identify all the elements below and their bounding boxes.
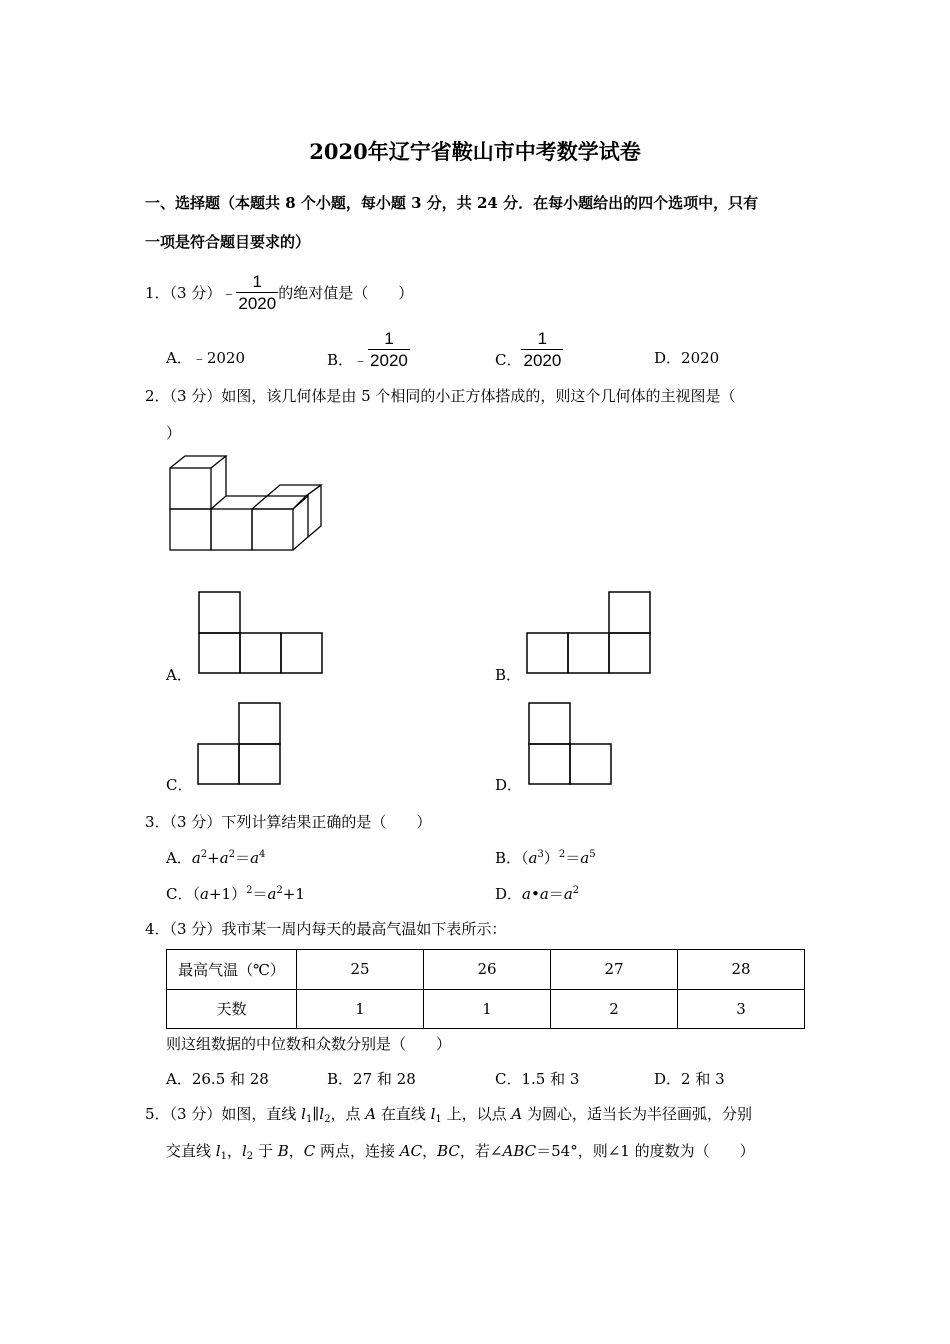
- square: [198, 744, 239, 784]
- q2-option-b-figure: [526, 591, 652, 675]
- q3-option-c-label: C．: [166, 885, 193, 903]
- q5-text: ，若∠: [459, 1142, 503, 1160]
- section-heading-line2: 一项是符合题目要求的）: [145, 233, 311, 251]
- table-cell: 28: [678, 950, 805, 990]
- table-cell: 26: [424, 950, 551, 990]
- q2-solid-figure: [165, 452, 325, 556]
- q5-text: 上，以点: [441, 1105, 512, 1123]
- q4-question: 则这组数据的中位数和众数分别是（ ）: [166, 1035, 452, 1053]
- q1-option-b-label: B．: [327, 350, 354, 369]
- cube-front-bottom-left: [170, 509, 211, 550]
- q3-option-d: D．$a•a=a^2$: [495, 885, 580, 903]
- table-cell: 25: [297, 950, 424, 990]
- question-4: 4．（3 分）我市某一周内每天的最高气温如下表所示：: [145, 920, 507, 938]
- q5-text: ＝54°，则∠1 的度数为（ ）: [536, 1142, 755, 1160]
- square: [527, 633, 568, 673]
- table-cell: 1: [424, 989, 551, 1029]
- q1-option-b: [327, 320, 410, 378]
- cube-front-top-left: [170, 468, 211, 509]
- section-heading-line1: 一、选择题（本题共 8 个小题，每小题 3 分，共 24 分．在每小题给出的四个选项中，只有: [145, 194, 759, 212]
- q5-text: 两点，连接: [315, 1142, 400, 1160]
- q1-option-b-sign: ﹣: [353, 350, 369, 369]
- cube-top-edge-link: [252, 496, 267, 509]
- square: [609, 592, 650, 633]
- square: [239, 744, 280, 784]
- q5-text: 于: [253, 1142, 278, 1160]
- cube-diag-edge: [306, 485, 321, 496]
- q4-option-c: C．1.5 和 3: [495, 1070, 580, 1088]
- q5-text: ，: [422, 1142, 438, 1160]
- q5-text: ，: [226, 1142, 242, 1160]
- question-1: [145, 262, 413, 322]
- q5-text: 5．（3 分）如图，直线: [145, 1105, 302, 1123]
- q1-option-b-den: 2020: [370, 350, 408, 370]
- table-row-label: 最高气温（℃）: [167, 950, 297, 990]
- square: [199, 592, 240, 633]
- q1-option-c-num: 1: [537, 328, 548, 348]
- q5-text: ，点: [330, 1105, 366, 1123]
- square: [570, 744, 611, 784]
- question-2-line2: ）: [166, 424, 182, 442]
- square: [529, 703, 570, 744]
- q1-fraction: [236, 273, 278, 312]
- square: [281, 633, 322, 673]
- cube-front-bottom-middle: [211, 509, 252, 550]
- square: [239, 703, 280, 744]
- question-5-line1: 5．（3 分）如图，直线 $l_1\parallel l_2$，点 A 在直线 $l_1$ 上，以点 A 为圆心，适当长为半径画弧，分别: [145, 1105, 752, 1125]
- q3-option-d-label: D．: [495, 885, 523, 903]
- question-3: 3．（3 分）下列计算结果正确的是（ ）: [145, 813, 432, 831]
- q1-option-c: [495, 320, 563, 378]
- table-cell: 27: [551, 950, 678, 990]
- table-row: [167, 989, 805, 1029]
- q2-option-d-label: D．: [495, 776, 523, 794]
- cube-side-front-right: [293, 496, 308, 550]
- square: [529, 744, 570, 784]
- q3-option-a-label: A．: [166, 849, 192, 867]
- q1-option-c-fraction: [521, 330, 563, 369]
- q3-option-b-label: B．: [495, 849, 522, 867]
- question-5-line2: 交直线 $l_1$，$l_2$ 于 B，C 两点，连接 AC，BC，若∠ABC＝54°，则∠1 的度数为（ ）: [166, 1142, 755, 1162]
- q2-option-d-figure: [528, 702, 613, 786]
- q1-frac-den: 2020: [238, 293, 277, 313]
- square: [568, 633, 609, 673]
- q1-option-b-fraction: [368, 330, 410, 369]
- q3-option-c: C．$(a+1)^2=a^2+1$: [166, 885, 305, 903]
- q1-suffix: 的绝对值是（ ）: [278, 283, 414, 302]
- q1-option-d: D．2020: [654, 349, 720, 367]
- cube-front-bottom-right: [252, 509, 293, 550]
- cube-top-tall-column: [170, 456, 226, 468]
- q2-option-a-label: A．: [166, 666, 192, 684]
- q1-option-a: A．﹣2020: [166, 349, 246, 367]
- q1-option-c-label: C．: [495, 350, 522, 369]
- q5-text: 为圆心，适当长为半径画弧，分别: [522, 1105, 752, 1123]
- page-title: 2020年辽宁省鞍山市中考数学试卷: [309, 139, 641, 164]
- q2-option-c-label: C．: [166, 776, 193, 794]
- q2-option-a-figure: [198, 591, 324, 675]
- cube-side-tall-column: [211, 456, 226, 509]
- table-cell: 1: [297, 989, 424, 1029]
- q1-prefix: 1．（3 分）﹣: [145, 283, 237, 302]
- q1-option-b-num: 1: [384, 328, 394, 348]
- q1-frac-num: 1: [252, 271, 262, 291]
- temperature-table: [166, 949, 805, 1029]
- q2-option-c-figure: [197, 702, 282, 786]
- q3-option-a: A．$a^2+a^2=a^4$: [166, 849, 266, 867]
- table-cell: 2: [551, 989, 678, 1029]
- square: [609, 633, 650, 673]
- table-row-label: 天数: [167, 989, 297, 1029]
- q5-text: 交直线: [166, 1142, 216, 1160]
- q3-option-b: B．$(a^3)^2=a^5$: [495, 849, 596, 867]
- q5-text: ，: [288, 1142, 304, 1160]
- table-row: [167, 950, 805, 990]
- q4-option-a: A．26.5 和 28: [166, 1070, 269, 1088]
- square: [199, 633, 240, 673]
- square: [240, 633, 281, 673]
- q4-option-d: D．2 和 3: [654, 1070, 725, 1088]
- q4-option-b: B．27 和 28: [327, 1070, 416, 1088]
- question-2-line1: 2．（3 分）如图，该几何体是由 5 个相同的小正方体搭成的，则这个几何体的主视图是（: [145, 387, 736, 405]
- q1-option-c-den: 2020: [523, 350, 562, 370]
- q5-text: 在直线: [376, 1105, 431, 1123]
- q2-option-b-label: B．: [495, 666, 522, 684]
- table-cell: 3: [678, 989, 805, 1029]
